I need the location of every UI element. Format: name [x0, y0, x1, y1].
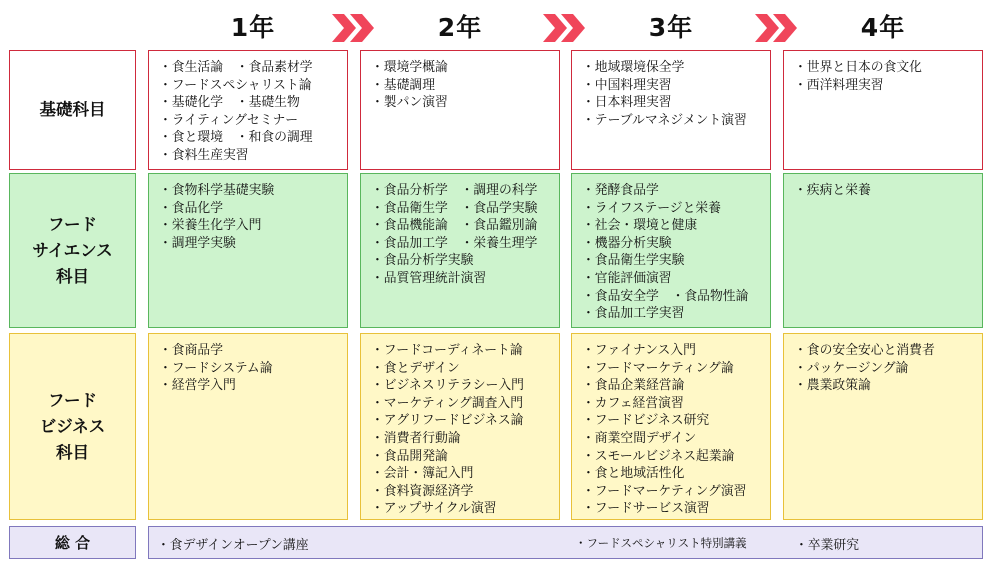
- label-lines: [40, 97, 106, 123]
- cell-food-business-year3: [571, 333, 771, 520]
- course-item: ・疾病と栄養: [794, 183, 871, 198]
- course-item: ・世界と日本の食文化: [794, 60, 922, 75]
- cell-food-science-year1: [148, 173, 348, 328]
- course-item: ・農業政策論: [794, 378, 871, 394]
- course-item: ・食品安全学 ・食品物性論: [582, 288, 749, 304]
- year-header-4: 4年: [860, 13, 906, 42]
- course-item: ・フードスペシャリスト論: [159, 77, 312, 93]
- row-label-sougou: [9, 526, 136, 559]
- label-line: フード: [47, 390, 97, 410]
- label-lines: [40, 388, 106, 466]
- course-item: ・品質管理統計演習: [371, 270, 487, 286]
- course-item: ・食料資源経済学: [371, 483, 474, 499]
- course-item: ・食品企業経営論: [582, 378, 685, 394]
- course-item: ・食品衛生学実験: [582, 253, 685, 269]
- course-item: ・西洋料理実習: [794, 77, 884, 93]
- course-item: ・製パン演習: [371, 95, 448, 111]
- cell-food-science-year2: [360, 173, 560, 328]
- label-line: ビジネス: [39, 416, 106, 436]
- label-line: 科目: [55, 266, 89, 286]
- course-item: ・食生活論 ・食品素材学: [159, 60, 313, 75]
- label-line: 総 合: [54, 533, 91, 552]
- course-item: ・官能評価演習: [582, 270, 672, 286]
- course-item: ・消費者行動論: [371, 430, 461, 446]
- course-item: ・ライティングセミナー: [159, 112, 299, 128]
- course-item: ・アグリフードビジネス論: [371, 413, 524, 429]
- course-item: ・会計・簿記入門: [371, 466, 474, 482]
- cell-food-science-year4: [783, 173, 983, 328]
- course-item: ・フードマーケティング論: [582, 360, 734, 376]
- year-header-1: 1年: [230, 13, 276, 42]
- course-item: ・食品分析学実験: [371, 253, 474, 269]
- course-item: ・マーケティング調査入門: [371, 395, 524, 411]
- cell-food-business-year4: [783, 333, 983, 520]
- course-item: ・基礎化学 ・基礎生物: [159, 95, 300, 111]
- cell-food-science-year3: [571, 173, 771, 328]
- course-item: ・地域環境保全学: [582, 60, 685, 75]
- course-item: ・カフェ経営演習: [582, 395, 684, 411]
- row-label-food-science: [9, 173, 136, 328]
- label-line: 科目: [55, 442, 89, 462]
- cell-kiso-year1: [148, 50, 348, 170]
- course-item: ・フードシステム論: [159, 360, 273, 376]
- double-chevron-right-icon: [330, 12, 378, 44]
- course-item: ・フードコーディネート論: [371, 343, 523, 358]
- course-item: ・環境学概論: [371, 60, 448, 75]
- course-item: ・卒業研究: [795, 538, 859, 553]
- row-label-kiso: [9, 50, 136, 170]
- cell-food-business-year2: [360, 333, 560, 520]
- cell-kiso-year4: [783, 50, 983, 170]
- course-item: ・中国料理実習: [582, 77, 672, 93]
- course-item: ・フードスペシャリスト特別講義: [575, 536, 747, 550]
- course-item: ・日本料理実習: [582, 95, 672, 111]
- course-item: ・フードサービス演習: [582, 501, 710, 517]
- cell-kiso-year3: [571, 50, 771, 170]
- course-item: ・社会・環境と健康: [582, 218, 698, 234]
- course-item: ・食品化学: [159, 200, 223, 216]
- double-chevron-right-icon: [753, 12, 801, 44]
- course-item: ・ライフステージと栄養: [582, 200, 721, 216]
- course-item: ・アップサイクル演習: [371, 501, 497, 517]
- course-item: ・ビジネスリテラシー入門: [371, 378, 524, 394]
- course-item: ・スモールビジネス起業論: [582, 448, 735, 464]
- cell-kiso-year2: [360, 50, 560, 170]
- course-item: ・調理学実験: [159, 235, 236, 251]
- course-item: ・機器分析実験: [582, 235, 672, 251]
- cell-sougou: [148, 526, 983, 559]
- course-item: ・基礎調理: [371, 77, 435, 93]
- course-item: ・食商品学: [159, 343, 223, 358]
- double-chevron-right-icon: [541, 12, 589, 44]
- course-item: ・経営学入門: [159, 378, 236, 394]
- year-header-3: 3年: [648, 13, 694, 42]
- year-header-2: 2年: [437, 13, 483, 42]
- course-item: ・食品衛生学 ・食品学実験: [371, 200, 538, 216]
- course-item: ・食と地域活性化: [582, 466, 685, 482]
- label-line: フード: [47, 214, 97, 234]
- course-item: ・食の安全安心と消費者: [794, 343, 935, 358]
- course-item: ・食料生産実習: [159, 147, 249, 163]
- course-item: ・フードマーケティング演習: [582, 483, 747, 499]
- course-item: ・食品機能論 ・食品鑑別論: [371, 218, 538, 234]
- label-line: 基礎科目: [39, 100, 106, 119]
- label-line: サイエンス: [32, 240, 113, 260]
- course-item: ・パッケージング論: [794, 360, 909, 376]
- cell-food-business-year1: [148, 333, 348, 520]
- course-item: ・食品開発論: [371, 448, 448, 464]
- course-item: ・食品加工学 ・栄養生理学: [371, 235, 538, 251]
- course-item: ・商業空間デザイン: [582, 430, 697, 446]
- label-lines: [32, 212, 112, 290]
- row-label-food-business: [9, 333, 136, 520]
- course-item: ・フードビジネス研究: [582, 413, 710, 429]
- course-item: ・食品分析学 ・調理の科学: [371, 183, 538, 198]
- course-item: ・テーブルマネジメント演習: [582, 112, 747, 128]
- course-item: ・発酵食品学: [582, 183, 659, 198]
- course-item: ・食とデザイン: [371, 360, 460, 376]
- label-lines: [55, 530, 90, 556]
- course-item: ・ファイナンス入門: [582, 343, 696, 358]
- course-item: ・食と環境 ・和食の調理: [159, 130, 313, 146]
- course-item: ・食品加工学実習: [582, 306, 685, 322]
- course-item: ・栄養生化学入門: [159, 218, 262, 234]
- course-item: ・食物科学基礎実験: [159, 183, 275, 198]
- course-item: ・食デザインオープン講座: [157, 538, 309, 553]
